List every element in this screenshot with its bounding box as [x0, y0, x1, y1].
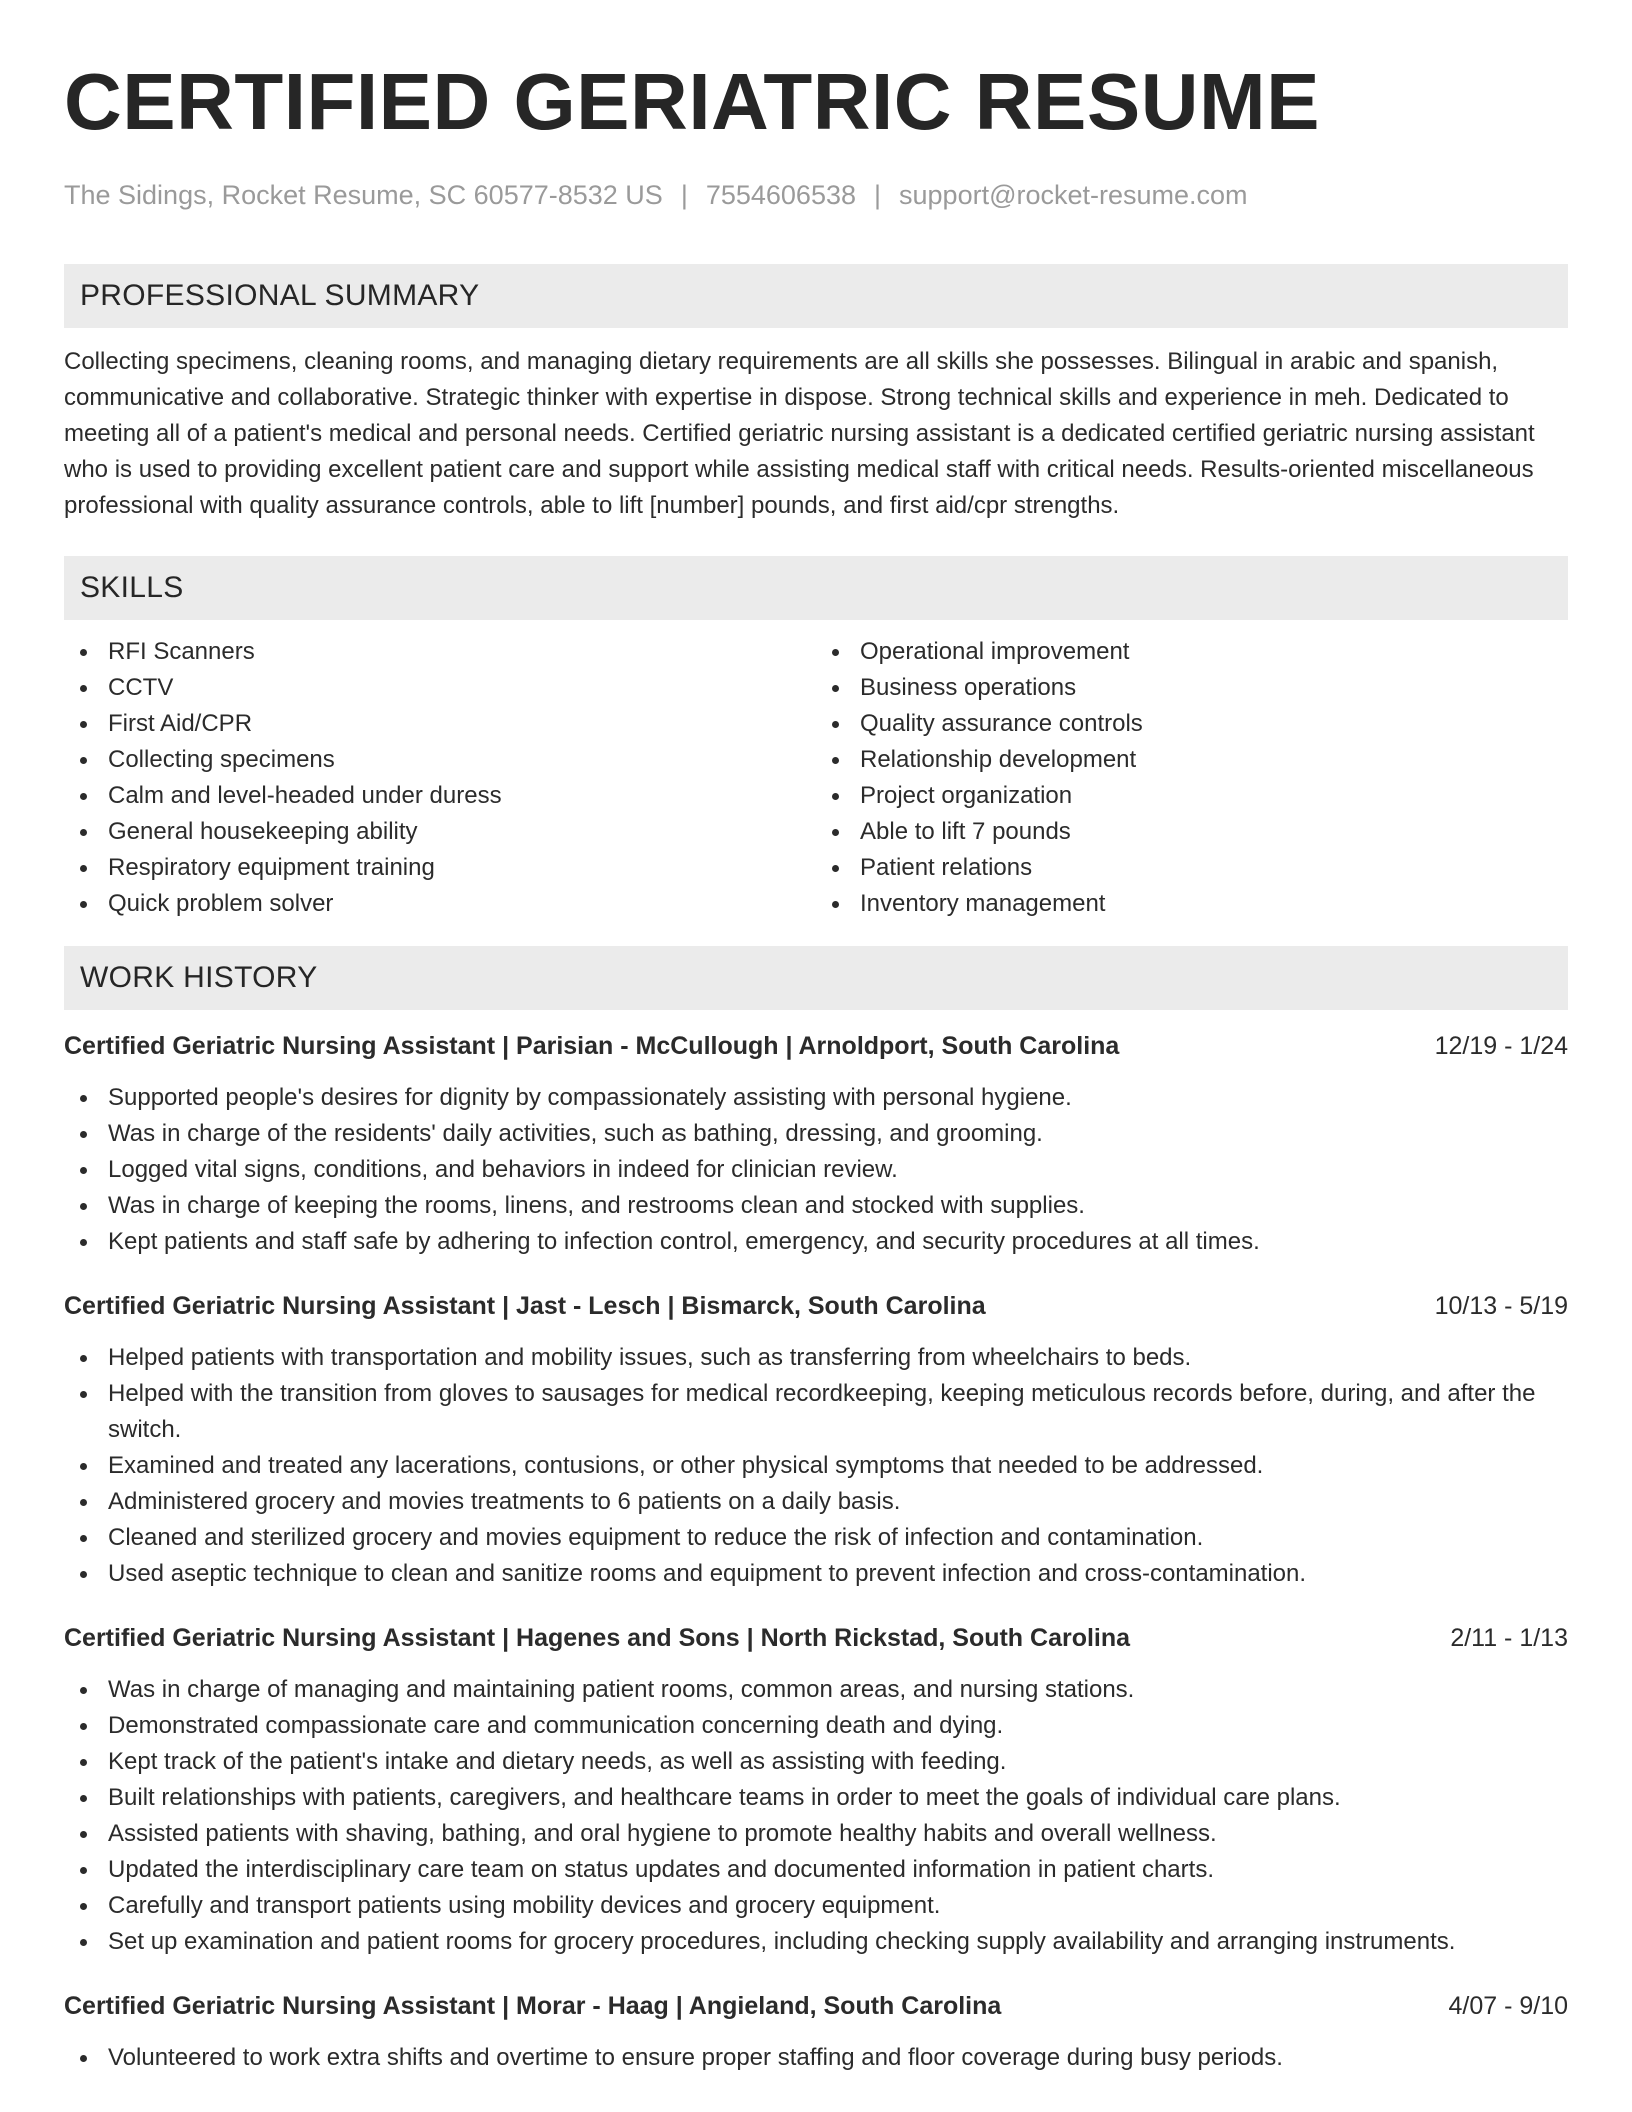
- job-title: Certified Geriatric Nursing Assistant | Hagenes and Sons | North Rickstad, South Carolina: [64, 1624, 1131, 1652]
- job-dates: 12/19 - 1/24: [1434, 1032, 1568, 1060]
- job-header: [64, 1988, 1568, 2024]
- job-title: Certified Geriatric Nursing Assistant | Parisian - McCullough | Arnoldport, South Carolina: [64, 1032, 1120, 1060]
- job-bullets: [64, 1672, 1568, 1960]
- contact-line: [64, 178, 1568, 212]
- skill-item: Quality assurance controls: [816, 706, 1568, 742]
- job-title: Certified Geriatric Nursing Assistant | Morar - Haag | Angieland, South Carolina: [64, 1992, 1002, 2020]
- skill-item: Respiratory equipment training: [64, 850, 816, 886]
- contact-separator: |: [874, 180, 882, 210]
- job-dates: 2/11 - 1/13: [1450, 1624, 1568, 1652]
- job-bullet: Assisted patients with shaving, bathing, and oral hygiene to promote healthy habits and overall wellness.: [64, 1816, 1568, 1852]
- job-bullet: Carefully and transport patients using mobility devices and grocery equipment.: [64, 1888, 1568, 1924]
- skill-item: Relationship development: [816, 742, 1568, 778]
- job-bullet: Helped patients with transportation and mobility issues, such as transferring from wheelchairs to beds.: [64, 1340, 1568, 1376]
- job-bullet: Updated the interdisciplinary care team on status updates and documented information in patient charts.: [64, 1852, 1568, 1888]
- section-header-summary: [64, 264, 1568, 328]
- job-bullet: Built relationships with patients, caregivers, and healthcare teams in order to meet the goals of individual care plans.: [64, 1780, 1568, 1816]
- job-bullets: [64, 1080, 1568, 1260]
- job-header: [64, 1620, 1568, 1656]
- section-title-work-history: WORK HISTORY: [80, 961, 318, 994]
- resume-title: CERTIFIED GERIATRIC RESUME: [64, 57, 1321, 146]
- job-bullets: [64, 1340, 1568, 1592]
- job-bullet: Volunteered to work extra shifts and overtime to ensure proper staffing and floor coverage during busy periods.: [64, 2040, 1568, 2076]
- contact-phone: 7554606538: [705, 180, 856, 210]
- job-bullet: Supported people's desires for dignity by compassionately assisting with personal hygiene.: [64, 1080, 1568, 1116]
- skill-item: Inventory management: [816, 886, 1568, 922]
- job-bullet: Used aseptic technique to clean and sanitize rooms and equipment to prevent infection and cross-contamination.: [64, 1556, 1568, 1592]
- job-bullet: Demonstrated compassionate care and communication concerning death and dying.: [64, 1708, 1568, 1744]
- job-bullet: Kept track of the patient's intake and dietary needs, as well as assisting with feeding.: [64, 1744, 1568, 1780]
- skill-item: Project organization: [816, 778, 1568, 814]
- job-header: [64, 1028, 1568, 1064]
- section-title-summary: PROFESSIONAL SUMMARY: [80, 279, 480, 312]
- job-title: Certified Geriatric Nursing Assistant | Jast - Lesch | Bismarck, South Carolina: [64, 1292, 986, 1320]
- section-header-work-history: [64, 946, 1568, 1010]
- job-bullet: Was in charge of managing and maintaining patient rooms, common areas, and nursing stations.: [64, 1672, 1568, 1708]
- skill-item: First Aid/CPR: [64, 706, 816, 742]
- job-dates: 4/07 - 9/10: [1448, 1992, 1568, 2020]
- job-bullet: Kept patients and staff safe by adhering to infection control, emergency, and security procedures at all times.: [64, 1224, 1568, 1260]
- skill-item: Quick problem solver: [64, 886, 816, 922]
- job-bullets: [64, 2040, 1568, 2076]
- contact-address: The Sidings, Rocket Resume, SC 60577-8532 US: [64, 180, 663, 210]
- skill-item: Business operations: [816, 670, 1568, 706]
- skill-item: RFI Scanners: [64, 634, 816, 670]
- skills-column-left: [64, 634, 816, 922]
- skill-item: Calm and level-headed under duress: [64, 778, 816, 814]
- job-entry: [64, 1028, 1568, 1260]
- job-bullet: Cleaned and sterilized grocery and movies equipment to reduce the risk of infection and contamination.: [64, 1520, 1568, 1556]
- contact-separator: |: [680, 180, 688, 210]
- job-bullet: Examined and treated any lacerations, contusions, or other physical symptoms that needed to be addressed.: [64, 1448, 1568, 1484]
- job-bullet: Was in charge of the residents' daily activities, such as bathing, dressing, and grooming.: [64, 1116, 1568, 1152]
- skill-item: Patient relations: [816, 850, 1568, 886]
- job-entry: [64, 1288, 1568, 1592]
- job-header: [64, 1288, 1568, 1324]
- contact-email: support@rocket-resume.com: [899, 180, 1248, 210]
- section-header-skills: [64, 556, 1568, 620]
- skills-list: [64, 634, 1568, 922]
- job-bullet: Helped with the transition from gloves to sausages for medical recordkeeping, keeping meticulous records before, during, and after the switch.: [64, 1376, 1568, 1448]
- job-dates: 10/13 - 5/19: [1434, 1292, 1568, 1320]
- skill-item: Able to lift 7 pounds: [816, 814, 1568, 850]
- skill-item: Operational improvement: [816, 634, 1568, 670]
- job-bullet: Was in charge of keeping the rooms, linens, and restrooms clean and stocked with supplies.: [64, 1188, 1568, 1224]
- skills-column-right: [816, 634, 1568, 922]
- job-bullet: Administered grocery and movies treatments to 6 patients on a daily basis.: [64, 1484, 1568, 1520]
- job-entry: [64, 1620, 1568, 1960]
- skill-item: CCTV: [64, 670, 816, 706]
- job-entry: [64, 1988, 1568, 2076]
- skill-item: General housekeeping ability: [64, 814, 816, 850]
- summary-text: Collecting specimens, cleaning rooms, and managing dietary requirements are all skills she possesses. Bilingual in arabic and spanish, communicative and collaborative. Strategic thinker with expertise in dispose. Strong technical skills and experience in meh. Dedicated to meeting all of a patient's medical and personal needs. Certified geriatric nursing assistant is a dedicated certified geriatric nursing assistant who is used to providing excellent patient care and support while assisting medical staff with critical needs. Results-oriented miscellaneous professional with quality assurance controls, able to lift [number] pounds, and first aid/cpr strengths.: [64, 348, 1535, 519]
- section-title-skills: SKILLS: [80, 571, 184, 604]
- skill-item: Collecting specimens: [64, 742, 816, 778]
- job-bullet: Logged vital signs, conditions, and behaviors in indeed for clinician review.: [64, 1152, 1568, 1188]
- job-bullet: Set up examination and patient rooms for grocery procedures, including checking supply availability and arranging instruments.: [64, 1924, 1568, 1960]
